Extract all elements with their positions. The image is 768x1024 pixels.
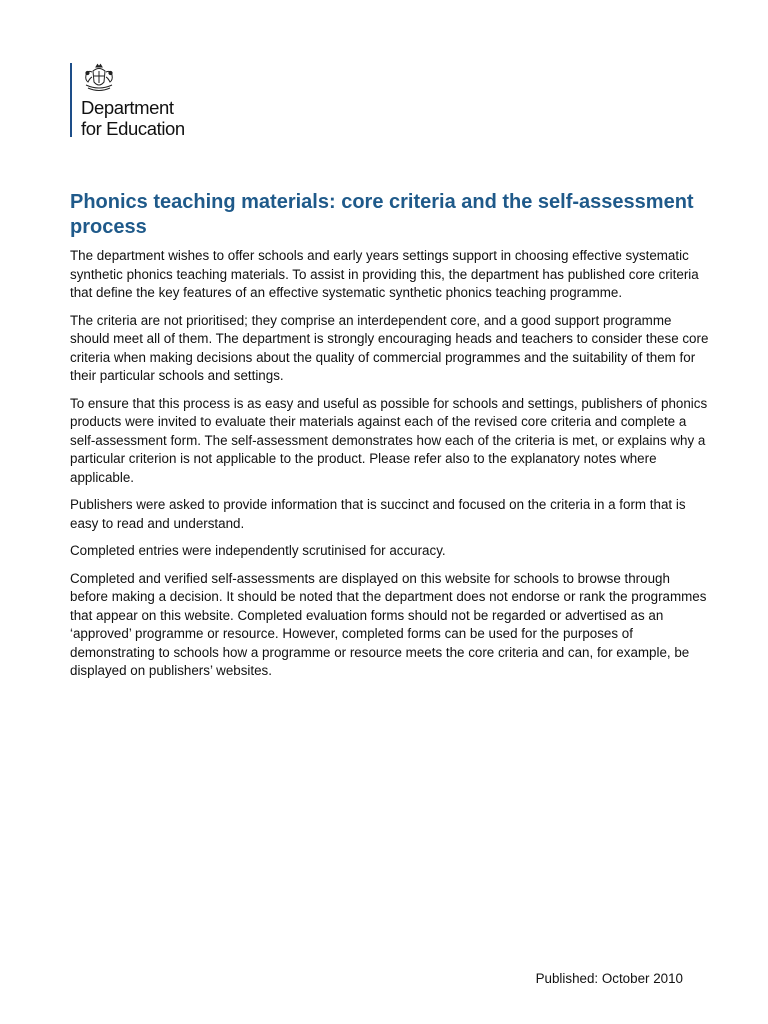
published-date: Published: October 2010 xyxy=(535,971,683,986)
royal-coat-of-arms-icon xyxy=(82,63,116,93)
body-paragraph: The department wishes to offer schools and early years settings support in choosing effective systematic synthetic phonics teaching materials. To assist in providing this, the department has published core criteria that define the key features of an effective systematic synthetic phonics teaching programme. xyxy=(70,248,699,300)
body-paragraph: To ensure that this process is as easy and useful as possible for schools and settings, publishers of phonics products were invited to evaluate their materials against each of the revised core criteria and complete a self-assessment form. The self-assessment demonstrates how each of the criteria is met, or explains why a particular criterion is not applicable to the product. Please refer also to the explanatory notes where applicable. xyxy=(70,395,708,485)
logo-text-line1: Department xyxy=(81,97,174,118)
body-paragraph: Publishers were asked to provide information that is succinct and focused on the criteria in a form that is easy to read and understand. xyxy=(70,497,686,531)
body-paragraph: Completed and verified self-assessments are displayed on this website for schools to browse through before making a decision. It should be noted that the department does not endorse or rank the programmes that appear on this website. Completed evaluation forms should not be regarded or advertised as an ‘approved’ programme or resource. However, completed forms can be used for the purposes of demonstrating to schools how a programme or resource meets the core criteria and can, for example, be displayed on publishers’ websites. xyxy=(70,570,707,678)
logo-text-line2: for Education xyxy=(81,118,185,139)
document-body xyxy=(70,247,710,690)
body-paragraph: Completed entries were independently scrutinised for accuracy. xyxy=(70,543,446,558)
body-paragraph: The criteria are not prioritised; they comprise an interdependent core, and a good support programme should meet all of them. The department is strongly encouraging heads and teachers to consider these core criteria when making decisions about the quality of commercial programmes and the suitability of them for their particular schools and settings. xyxy=(70,312,709,383)
document-title: Phonics teaching materials: core criteria and the self-assessment process xyxy=(70,191,694,238)
department-for-education-logo xyxy=(70,63,185,139)
